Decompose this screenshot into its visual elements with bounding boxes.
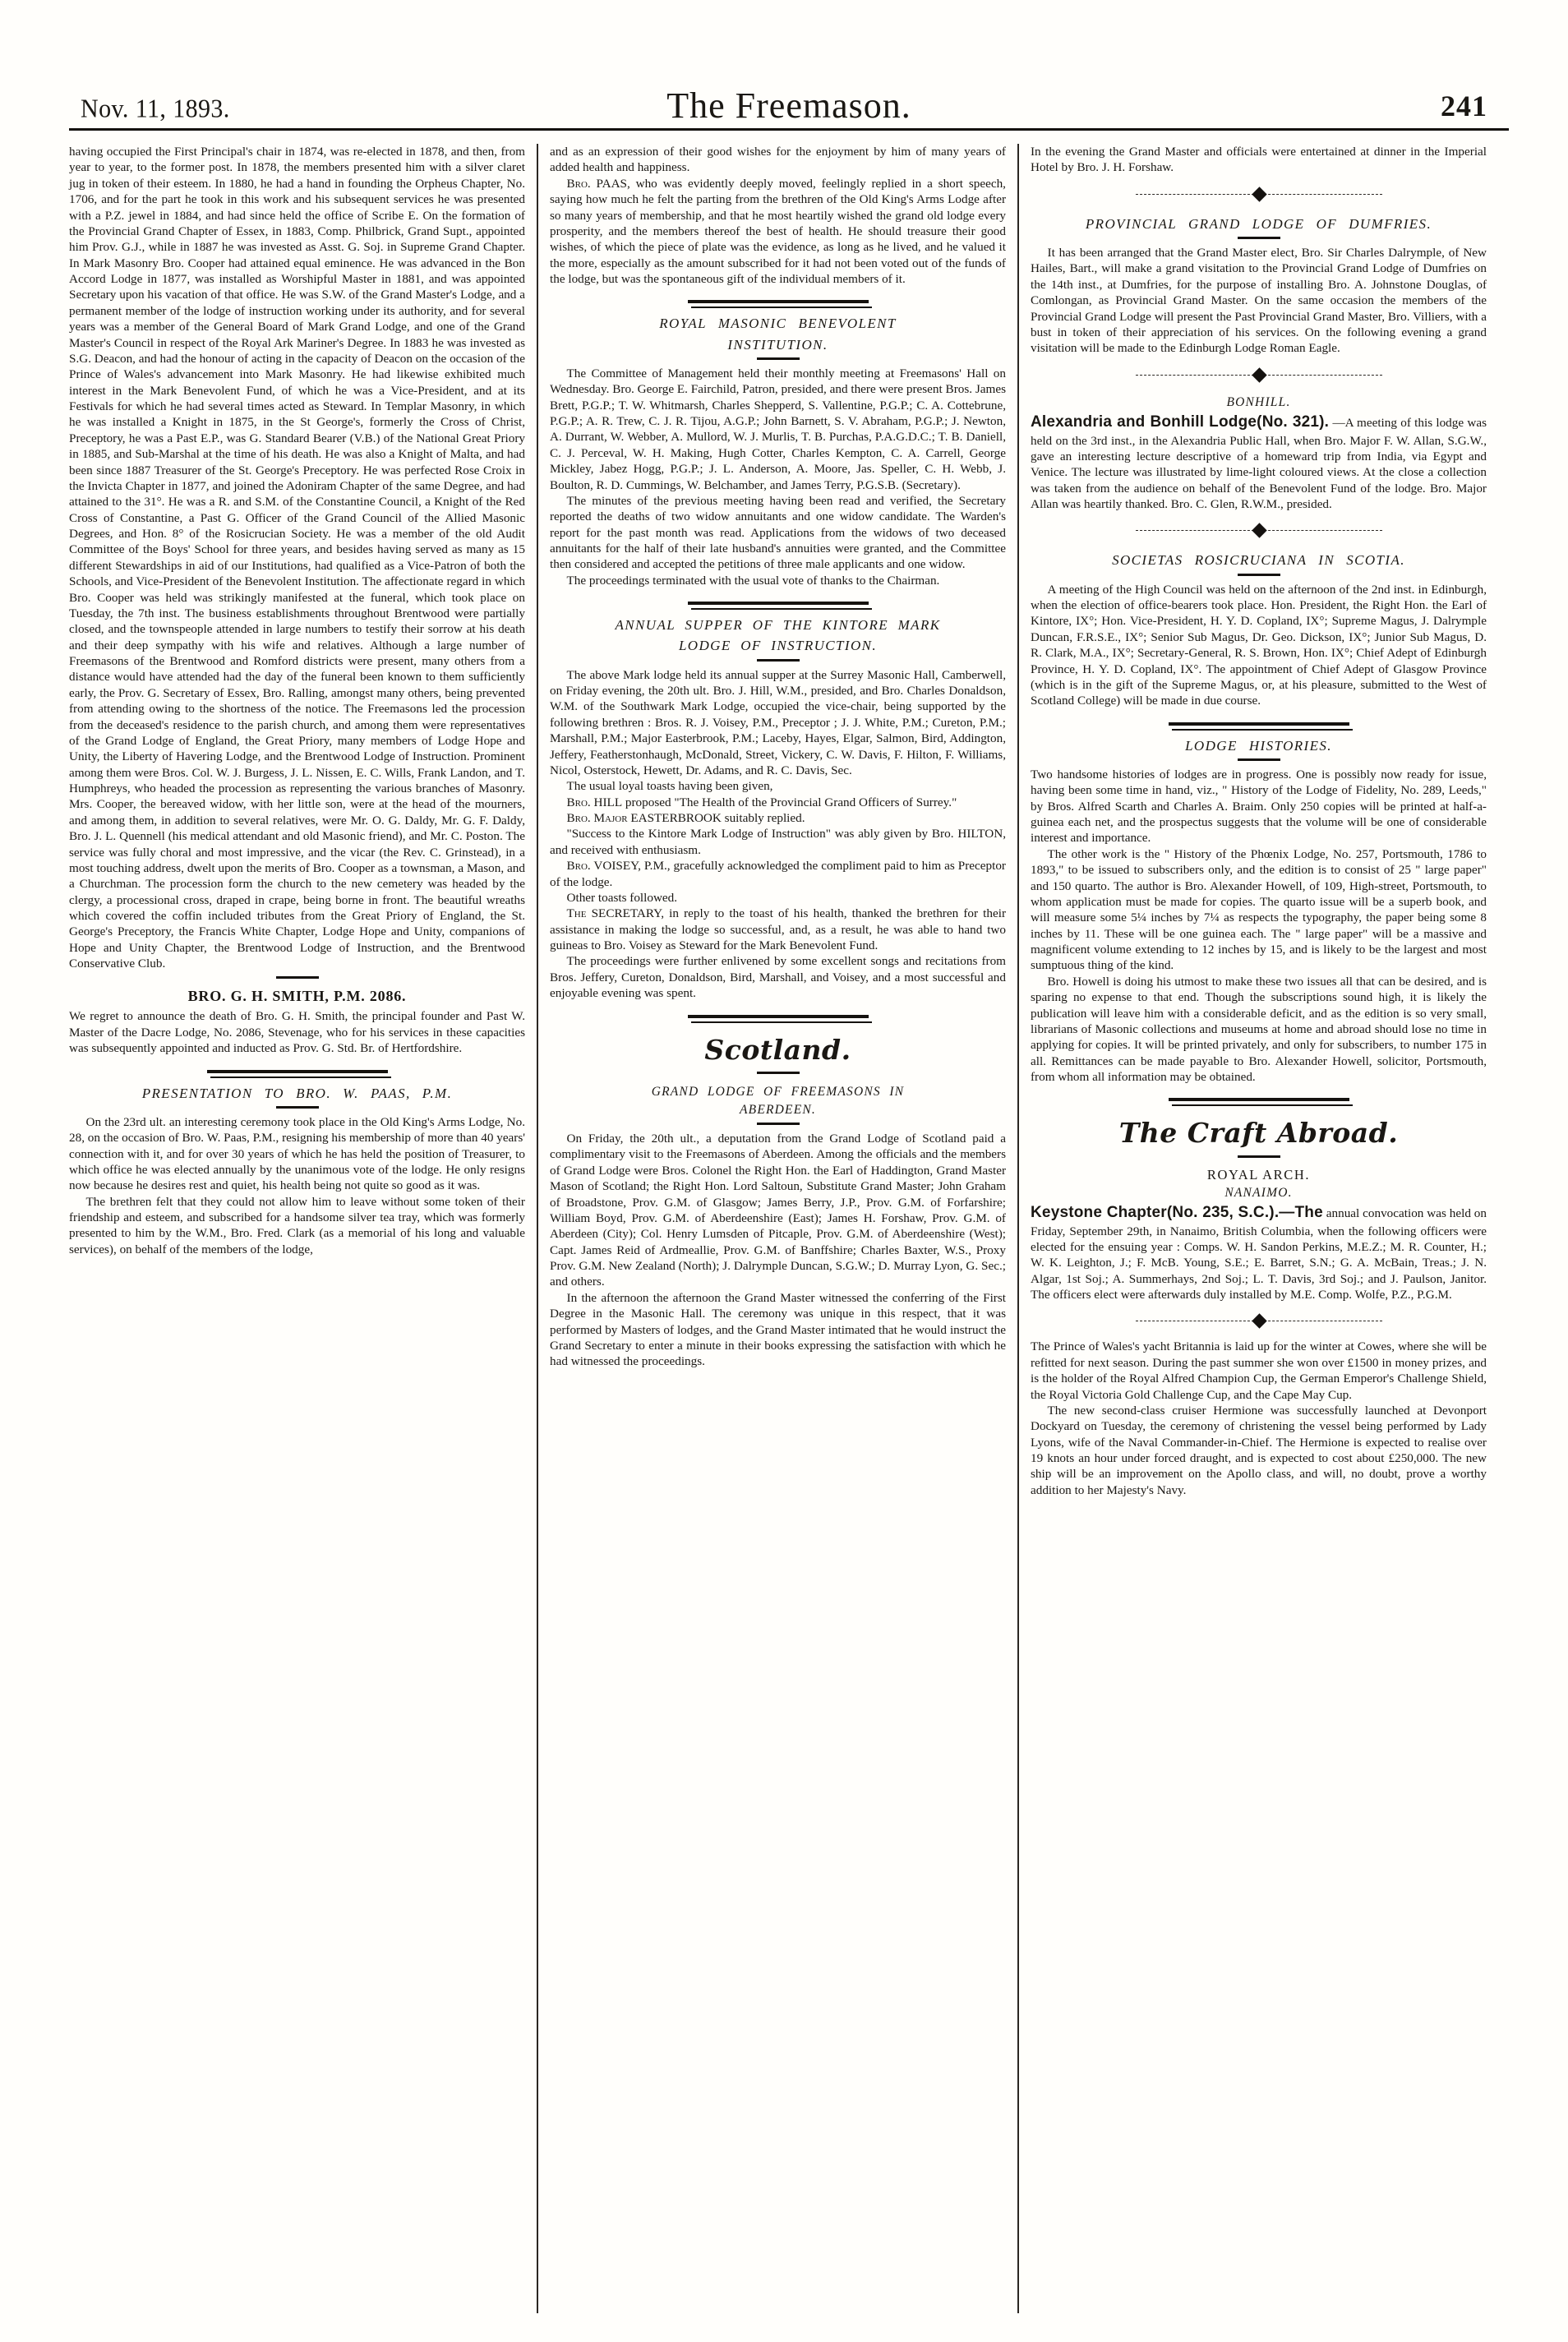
kintore-paragraph-4 (550, 810, 1006, 826)
speaker-name-easterbrook: Bro. Major EASTERBROOK (566, 811, 722, 825)
bonhill-lodge-entry (1031, 413, 1487, 512)
lodge-histories-paragraph-3: Bro. Howell is doing his utmost to make these two issues all that can be desired, and is sparing no expense to that end. Though the subscriptions sound high, it is likely the publication will leave him with a considerable deficit, and as the edition is so very small, librarians of Masonic collections and museums at home and abroad should lose no time in applying for copies. It will be printed privately, and only for subscribers, to number 175 in all. Remittances can be made payable to Bro. Alexander Howell, solicitor, Portsmouth, from whom all information may be obtained. (1031, 974, 1487, 1085)
kintore-paragraph-6 (550, 858, 1006, 890)
kintore-paragraph-5: "Success to the Kintore Mark Lodge of Instruction" was ably given by Bro. HILTON, and received with enthusiasm. (550, 827, 1006, 857)
dumfries-heading: PROVINCIAL GRAND LODGE OF DUMFRIES. (1085, 215, 1432, 232)
craft-abroad-section-heading: The Craft Abroad. (1118, 1117, 1399, 1150)
keystone-chapter-name: Keystone Chapter (1031, 1204, 1167, 1222)
keystone-chapter-entry (1031, 1203, 1487, 1302)
lodge-histories-heading: LODGE HISTORIES. (1185, 737, 1332, 754)
bonhill-heading: BONHILL. (1226, 394, 1291, 409)
hermione-cruiser-paragraph: The new second-class cruiser Hermione was successfully launched at Devonport Dockyard on Tuesday, the ceremony of christening the vessel being performed by Lady Lyons, wife of the Naval Commander-in-Chief. The Hermione is expected to realise over 19 knots an hour under forced draught, and is expected to cost about £250,000. The new ship will be an improvement on the Apollo class, and will, no doubt, prove a worthy addition to her Majesty's Navy. (1031, 1403, 1487, 1497)
section-divider-double-rule (688, 602, 869, 605)
masthead (69, 64, 1509, 126)
bonhill-lodge-number: (No. 321). (1257, 413, 1330, 431)
societas-rosicruciana-heading: SOCIETAS ROSICRUCIANA IN SCOTIA. (1112, 552, 1405, 569)
rmbi-heading-line-2: INSTITUTION. (727, 336, 828, 353)
scotland-section-heading: Scotland. (704, 1033, 851, 1066)
heading-underline-rule (1238, 1155, 1280, 1158)
bonhill-lodge-body: —A meeting of this lodge was held on the 3rd inst., in the Alexandria Public Hall, when Bro. Major F. W. Allan, S.G.W., gave an interesting lecture descriptive of a homeward trip from India, via Egypt and Venice. The lecture was illustrated by lime-light coloured views. At the close a collection was taken from the audience on behalf of the Benevolent Fund of the lodge. Bro. Major Allan was heartily thanked. Bro. C. Glen, R.W.M., presided. (1031, 416, 1487, 512)
smith-obituary-body: We regret to announce the death of Bro. G. H. Smith, the principal founder and Past W. Master of the Dacre Lodge, No. 2086, Stevenage, who for his services in these capacities was subsequently appointed and inducted as Prov. G. Std. Br. of Hertfordshire. (69, 1009, 525, 1056)
lodge-histories-paragraph-1: Two handsome histories of lodges are in progress. One is possibly now ready for issue, having been some time in hand, viz., " History of the Lodge of Fidelity, No. 289, Leeds," by Bros. Alfred Scarth and Charles A. Braim. Only 250 copies will be printed at half-a-guinea each net, and the prospectus suggests that the volume will be one of considerable interest and importance. (1031, 767, 1487, 846)
heading-underline-rule (1238, 758, 1280, 761)
masthead-title: The Freemason. (666, 85, 911, 126)
diamond-icon (1252, 367, 1266, 382)
paas-presentation-paragraph-2: The brethren felt that they could not allow him to leave without some token of their friendship and esteem, and subscribed for a handsome silver tea tray, which was formerly presented to him by the W.M., Bro. Fred. Clark (as a memorial of his long and valuable services), on behalf of the members of the lodge, (69, 1194, 525, 1256)
kintore-toast-text: proposed "The Health of the Provincial Grand Officers of Surrey." (622, 795, 957, 809)
section-divider-double-rule (688, 1015, 869, 1018)
kintore-heading-line-2: LODGE OF INSTRUCTION. (678, 638, 878, 654)
rmbi-paragraph-1: The Committee of Management held their monthly meeting at Freemasons' Hall on Wednesday. Bro. George E. Fairchild, Patron, presided, and there were present Bros. James Brett, P.G.P.; T. W. Whitmarsh, Charles Shepperd, S. Vallentine, P.G.P.; C. A. Cottebrune, P.G.P.; A. R. Trew, C. J. R. Tijou, A.G.P.; John Barnett, S. V. Abraham, P.G.P.; J. Newton, A. Durrant, W. Webber, A. Mullord, W. J. Murlis, T. B. Purchas, P.A.G.D.C.; T. B. Daniell, C. J. Perceval, W. H. Making, Hugh Cotter, Charles Kempton, C. A. Carrell, George Mickley, Jabez Hogg, P.G.P.; J. L. Anderson, A. Moore, Jas. Speller, C. H. Webb, J. Boulton, R. D. Cummings, W. Belchamber, and James Terry, P.G.S.B. (Secretary). (550, 366, 1006, 492)
heading-underline-rule (757, 659, 800, 662)
speaker-name-hill: Bro. HILL (566, 795, 623, 809)
keystone-chapter-body: annual convocation was held on Friday, September 29th, in Nanaimo, British Columbia, when the following officers were elected for the ensuing year : Comps. W. H. Sandon Perkins, M.E.Z.; M. R. Counter, H.; W. K. Leighton, J.; F. McB. Young, S.E.; E. Barret, S.N.; G. A. McBain, Treas.; J. N. Algar, 1st Soj.; A. Summerhays, 2nd Soj.; L. T. Davis, 3rd Soj.; and J. Paulson, Janitor. The officers elect were afterwards duly installed by M.E. Comp. Wolfe, P.Z., P.G.M. (1031, 1206, 1487, 1302)
rmbi-paragraph-3: The proceedings terminated with the usual vote of thanks to the Chairman. (566, 573, 940, 588)
heading-underline-rule (1238, 237, 1280, 239)
dumfries-paragraph-1: It has been arranged that the Grand Master elect, Bro. Sir Charles Dalrymple, of New Hailes, Bart., will make a grand visitation to the Provincial Grand Lodge of Dumfries on the 14th inst., at Dumfries, for the purpose of installing Bro. A. Johnstone Douglas, of Comlongan, as Provincial Grand Master. On the same occasion the members of the Provincial Grand Lodge will present the Past Provincial Grand Master, Bro. Villiers, with a bust in token of their appreciation of his services. On the following evening a grand visitation will be made to the Edinburgh Lodge Roman Eagle. (1031, 246, 1487, 356)
diamond-divider (1136, 186, 1382, 204)
diamond-icon (1252, 523, 1266, 538)
kintore-paragraph-3 (550, 795, 1006, 810)
speaker-name-voisey: Bro. VOISEY, (566, 859, 641, 874)
lodge-histories-paragraph-2: The other work is the " History of the Phœnix Lodge, No. 257, Portsmouth, 1786 to 1893," to be issued to subscribers only, and the edition is to consist of 25 " large paper" and 150 quarto. The author is Bro. Alexander Howell, of 109, High-street, Portsmouth, to whom application must be made for copies. The quarto issue will be a superb book, and will measure some 5¼ inches by 7¼ as respects the typography, the paper being some 8 inches by 11. These will be one guinea each. The " large paper" will be a massive and magnificent volume extending to 12 inches by 15, and is likely to be the largest and most sumptuous thing of the kind. (1031, 846, 1487, 973)
diamond-icon (1252, 187, 1266, 201)
speaker-name-secretary: The SECRETARY, (566, 906, 664, 921)
aberdeen-heading-line-2: ABERDEEN. (739, 1103, 816, 1118)
keystone-chapter-number: (No. 235, S.C.).—The (1166, 1204, 1323, 1222)
kintore-heading-line-1: ANNUAL SUPPER OF THE KINTORE MARK (615, 617, 941, 634)
paas-presentation-heading: PRESENTATION TO BRO. W. PAAS, P.M. (141, 1085, 453, 1101)
paas-presentation-paragraph-1: On the 23rd ult. an interesting ceremony took place in the Old King's Arms Lodge, No. 28, on the occasion of Bro. W. Paas, P.M., resigning his membership of more than 40 years' connection with it, and for over 30 years of which he has held the position of Treasurer, to which office he was elected annually by the unanimous vote of the lodge. He only resigns now because he desires rest and quiet, his health being not quite so good as it was. (69, 1114, 525, 1193)
three-column-body (69, 144, 1509, 2313)
kintore-secretary-text: in reply to the toast of his health, thanked the brethren for their assistance in making the lodge so successful, and, as a result, he was able to hand two guineas to Bro. Voisey as Steward for the Mark Benevolent Fund. (550, 906, 1007, 952)
kintore-paragraph-9: The proceedings were further enlivened by some excellent songs and recitations from Bros. Jeffery, Cureton, Donaldson, Bird, Marshall, and Voisey, and a most successful and enjoyable evening was spent. (550, 954, 1006, 1001)
aberdeen-paragraph-2: In the afternoon the afternoon the Grand Master witnessed the conferring of the First Degree in the Masonic Hall. The ceremony was unique in this respect, that it was performed by Masters of lodges, and the Grand Master intimated that he would instruct the Grand Secretary to enter a minute in their books expressing the satisfaction with which he had witnessed the proceedings. (550, 1290, 1006, 1369)
heading-underline-rule (276, 1106, 319, 1109)
aberdeen-paragraph-1: On Friday, the 20th ult., a deputation from the Grand Lodge of Scotland paid a complimentary visit to the Freemasons of Aberdeen. Among the officials and the members of Grand Lodge were Bros. Colonel the Right Hon. the Earl of Haddington, Grand Master Mason of Scotland; the Right Hon. Lord Saltoun, Substitute Grand Master; John Graham of Broadstone, Prov. G.M. of Glasgow; James Berry, J.P., Prov. G.M. of Forfarshire; William Boyd, Prov. G.M. of Aberdeenshire (East); James H. Forshaw, Prov. G.M. of Aberdeen (City); Col. Henry Lumsden of Pitcaple, Prov. G.M. of Aberdeenshire (West); Capt. James Reid of Ardmeallie, Prov. G.M. of Banffshire; Charles Baxter, W.S., Proxy Prov. G.M. New Zealand (North); J. Dalrymple Duncan, S.G.W.; D. Murray Lyon, G. Sec.; and others. (550, 1132, 1006, 1289)
masthead-date: Nov. 11, 1893. (81, 95, 230, 123)
rmbi-heading-line-1: ROYAL MASONIC BENEVOLENT (659, 316, 897, 332)
kintore-paragraph-7: Other toasts followed. (566, 890, 678, 905)
heading-underline-rule (757, 1072, 800, 1074)
column-3 (1017, 144, 1487, 2313)
bonhill-lodge-name: Alexandria and Bonhill Lodge (1031, 413, 1257, 431)
diamond-icon (1252, 1314, 1266, 1329)
aberdeen-heading-line-1: GRAND LODGE OF FREEMASONS IN (651, 1084, 905, 1099)
kintore-paragraph-8 (550, 906, 1006, 953)
paas-reply-text: who was evidently deeply moved, feelingly replied in a short speech, saying how much he felt the parting from the brethren of the Old King's Arms Lodge after so many years of membership, and that he most heartily wished the grand old lodge every prosperity, and the members thereof the best of health. He should treasure their good wishes, of which the piece of plate was the evidence, as long as he lived, and he valued it the more, especially as the amount subscribed for it had not been voted out of the funds of the lodge, but was the spontaneous gift of the individual members of it. (550, 176, 1006, 286)
section-divider-double-rule (1169, 1098, 1349, 1101)
diamond-divider (1136, 1312, 1382, 1330)
kintore-reply-text: suitably replied. (721, 811, 805, 825)
section-divider-double-rule (1169, 722, 1349, 726)
kintore-voisey-text: P.M., gracefully acknowledged the compliment paid to him as Preceptor of the lodge. (550, 859, 1006, 889)
diamond-divider (1136, 522, 1382, 540)
britannia-yacht-paragraph: The Prince of Wales's yacht Britannia is laid up for the winter at Cowes, where she will be refitted for next season. During the past summer she won over £1500 in money prizes, and is the holder of the Royal Alfred Champion Cup, the German Emperor's Challenge Shield, the Royal Victoria Gold Challenge Cup, and the Cape May Cup. (1031, 1339, 1487, 1402)
diamond-divider (1136, 367, 1382, 385)
section-divider-double-rule (688, 300, 869, 303)
nanaimo-heading: NANAIMO. (1224, 1185, 1293, 1200)
kintore-paragraph-1: The above Mark lodge held its annual supper at the Surrey Masonic Hall, Camberwell, on Friday evening, the 20th ult. Bro. J. Hill, W.M., presided, and Bro. Charles Donaldson, W.M. of the Southwark Mark Lodge, occupied the vice-chair, being supported by the following brethren : Bros. R. J. Voisey, P.M., Preceptor ; J. J. White, P.M.; Cureton, P.M.; Marshall, P.M.; Major Easterbrook, P.M.; Laceby, Hayes, Elgar, Salmon, Bird, Addington, Jeffery, Featherstonhaugh, McDonald, Street, Vickery, C. W. Davis, F. Hilton, F. Williams, Nicol, Osterstock, Hewett, Dr. Adams, and R. C. Davis, Sec. (550, 667, 1006, 777)
rmbi-paragraph-2: The minutes of the previous meeting having been read and verified, the Secretary reported the deaths of two widow annuitants and one widow candidate. The Warden's report for the past month was read. Applications from the widows of two deceased annuitants for the half of their late husband's annuities were granted, and the Committee then considered and accepted the petitions of three male applicants and one widow. (550, 493, 1006, 572)
heading-underline-rule (757, 357, 800, 360)
kintore-paragraph-2: The usual loyal toasts having been given, (566, 779, 773, 794)
smith-obituary-heading: BRO. G. H. SMITH, P.M. 2086. (187, 987, 407, 1004)
section-divider-double-rule (207, 1070, 388, 1073)
paas-continued-paragraph-1: and as an expression of their good wishes for the enjoyment by him of many years of added health and happiness. (550, 145, 1006, 175)
obituary-continued-paragraph: having occupied the First Principal's chair in 1874, was re-elected in 1878, and then, from year to year, to the former post. In 1878, the members presented him with a silver claret jug in token of their esteem. In 1880, he had a hand in founding the Orpheus Chapter, No. 1706, and for the part he took in this work and his subsequent services he was presented with a P.Z. jewel in 1884, and had since held the office of Scribe E. On the formation of the Provincial Grand Chapter of Essex, in 1883, Comp. Philbrick, Grand Supt., appointed him Prov. G.J., while in 1887 he was invested as Asst. G. Soj. in Supreme Grand Chapter. In Mark Masonry Bro. Cooper had attained equal eminence. He was advanced in the Bon Accord Lodge in 1877, was installed as Worshipful Master in 1881, and was appointed Secretary upon his vacation of that office. He was S.W. of the Grand Master's Lodge, and a permanent member of the lodge of instruction working under its authority, and for several years was a member of the General Board of Mark Grand Lodge, and one of the Grand Master's Council in respect of the Royal Ark Mariner's Degree. In 1883 he was invested as S.G. Deacon, and had the honour of acting in the capacity of Deacon on the occasion of the Prince of Wales's advancement into Mark Masonry. He had likewise exhibited much interest in the Mark Benevolent Fund, of which he was a Vice-President, and at its Festivals for which he had several times acted as Steward. In Templar Masonry, in which he was installed a Knight in 1875, in the St George's, formerly the Cross of Christ, Preceptory, he was a Past E.P., was G. Standard Bearer (V.B.) of the National Great Priory in 1885, and Sub-Marshal at the time of his death. He was also a Knight of Malta, and had been since 1887 Treasurer of the St. George's Preceptory. He was perfected Rose Croix in the Invicta Chapter in 1877, and joined the Adoniram Chapter of the same Degree, and had attained to the 31°. He was a R. and S.M. of the Constantine Council, a Knight of the Red Cross of Constantine, a Past G. Officer of the Grand Council of the Allied Masonic Degrees, and Hon. 8° of the Rosicrucian Society. He was a member of the old Audit Committee of the Boys' School for three years, and besides having served as many as 15 different Stewardships in aid of our Institutions, had qualified as a Vice-Patron of both the Schools, and Vice-President of the Benevolent Institution. The affectionate regard in which Bro. Cooper was held was strikingly manifested at the funeral, which took place on Tuesday, the 7th inst. The business establishments throughout Brentwood were partially closed, and the townspeople attended in large numbers to testify their sorrow at his death and their deep sympathy with his wife and relatives. Although a large number of Freemasons of the Brentwood and Romford districts were present, many others from a distance would have attended had the day of the funeral been known to them sufficiently early, the Prov. G. Secretary of Essex, Bro. Ralling, amongst many others, being prevented from attending owing to the shortness of the notice. The Freemasons led the procession from the deceased's residence to the parish church, and among them were representatives of the Grand Lodge of England, the Great Priory, many members of Lodge Hope and Unity, the Liberty of Havering Lodge, and the Brentwood Lodge of Instruction. Prominent among them were Bros. Col. W. J. Burgess, J. L. Nissen, E. C. Wills, Frank Landon, and T. Humphreys, who headed the procession as representing the various branches of Masonry. Mrs. Cooper, the bereaved widow, with her little son, were at the head of the mourners, and among them, in addition to several relatives, were Mr. O. G. Daldy, Mr. G. F. Daldy, Bro. J. L. Quennell (his medical attendant and old Masonic friend), and Mr. C. Poston. The service was fully choral and most impressive, and the vicar (the Rev. C. Grinstead), in a most touching address, dwelt upon the merits of Bro. Cooper as a townsman, a Mason, and a Churchman. The procession form the church to the new cemetery was headed by the clergy, a processional cross, draped in crape, being borne in front. The beautiful wreaths which covered the coffin included tributes from the Great Priory of England, the St. George's Preceptory, the Francis White Chapter, Lodge Hope and Unity, companions of Hope and Unity Chapter, the Brentwood Lodge of Instruction, and the Brentwood Conservative Club. (69, 145, 525, 971)
column-1 (69, 144, 525, 2313)
section-divider-rule (276, 976, 319, 979)
heading-underline-rule (757, 1123, 800, 1125)
column-2 (537, 144, 1006, 2313)
societas-rosicruciana-paragraph: A meeting of the High Council was held on the afternoon of the 2nd inst. in Edinburgh, when the election of office-bearers took place. Hon. President, the Right Hon. the Earl of Kintore, IX°; Hon. Vice-President, H. Y. D. Copland, IX°; Supreme Magus, J. Dalrymple Duncan, F.R.S.E., IX°; Senior Sub Magus, Dr. Geo. Dickson, IX°; Junior Sub Magus, D. R. Clark, M.A., IX°; Secretary-General, R. S. Brown, Hon. IX°; Chief Adept of Edinburgh Province, H. Y. D. Copland, IX°. The appointment of Chief Adept of Glasgow Province (which is in the gift of the Supreme Magus, or, at his pleasure, submitted to the West of Scotland College) will be made in due course. (1031, 582, 1487, 708)
masthead-page-number: 241 (1441, 90, 1487, 122)
speaker-name-paas: Bro. PAAS, (566, 176, 630, 191)
paas-continued-paragraph-2 (550, 176, 1006, 288)
royal-arch-heading: ROYAL ARCH. (1206, 1166, 1311, 1183)
masthead-rule (69, 128, 1509, 131)
forshaw-dinner-paragraph: In the evening the Grand Master and officials were entertained at dinner in the Imperial Hotel by Bro. J. H. Forshaw. (1031, 145, 1487, 175)
heading-underline-rule (1238, 574, 1280, 576)
